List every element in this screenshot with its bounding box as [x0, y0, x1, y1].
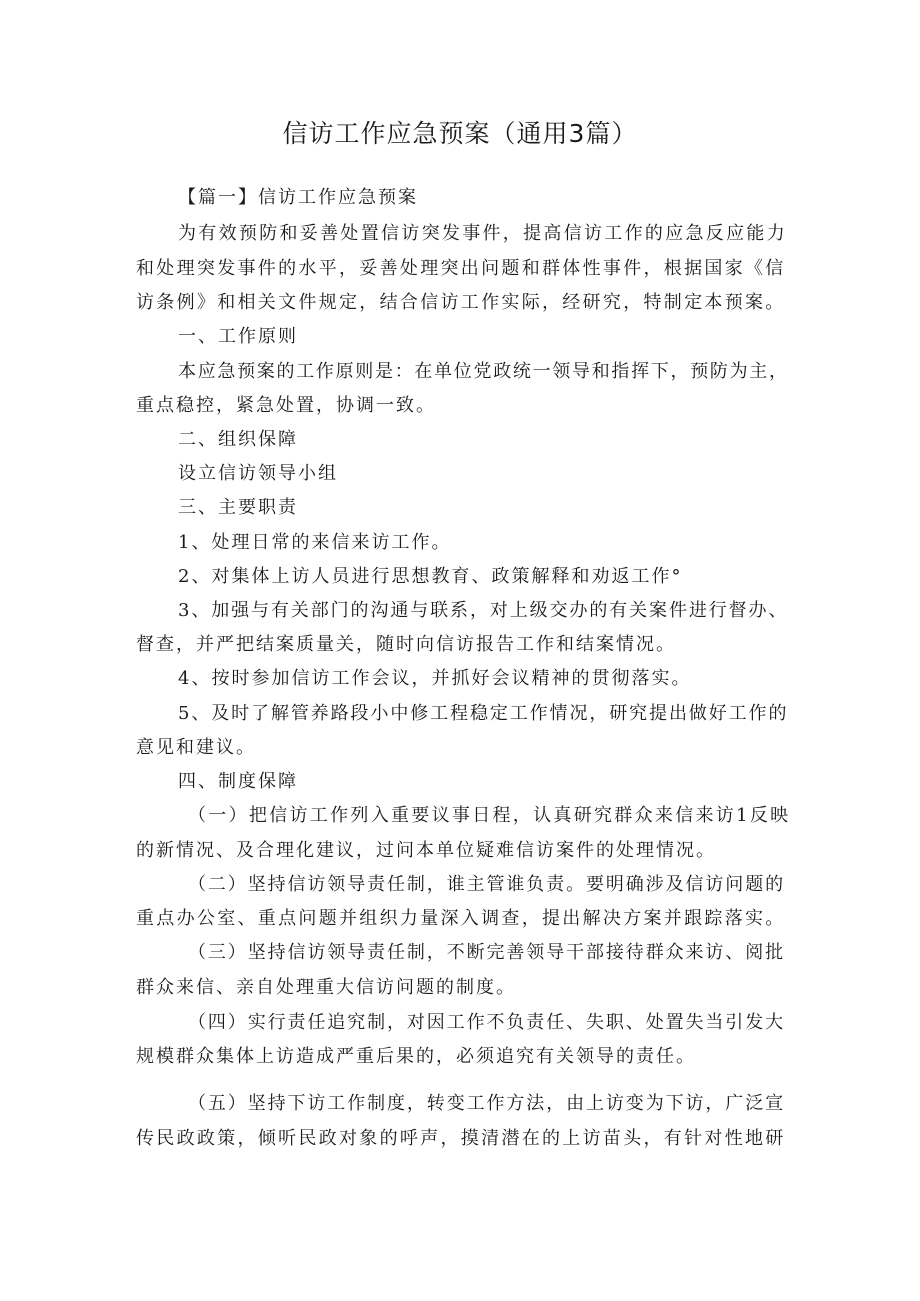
paragraph-line: 传民政政策，倾听民政对象的呼声，摸清潜在的上访苗头，有针对性地研 — [136, 1128, 786, 1149]
list-item: （五）坚持下访工作制度，转变工作方法，由上访变为下访，广泛宣 — [188, 1093, 785, 1114]
paragraph-line: 为有效预防和妥善处置信访突发事件，提高信访工作的应急反应能力 — [178, 223, 787, 244]
paragraph-line: 意见和建议。 — [136, 737, 256, 758]
list-item: 5、及时了解管养路段小中修工程稳定工作情况，研究提出做好工作的 — [178, 703, 789, 724]
section-heading-duties: 三、主要职责 — [178, 497, 298, 518]
paragraph-line: 和处理突发事件的水平，妥善处理突出问题和群体性事件，根据国家《信 — [136, 258, 786, 279]
list-item: 2、对集体上访人员进行思想教育、政策解释和劝返工作° — [178, 566, 683, 587]
list-item: （三）坚持信访领导责任制，不断完善领导干部接待群众来访、阅批 — [188, 942, 785, 963]
paragraph-line: 规模群众集体上访造成严重后果的，必须追究有关领导的责任。 — [136, 1046, 696, 1067]
section-heading-system: 四、制度保障 — [178, 771, 298, 792]
paragraph-line: 重点稳控，紧急处置，协调一致。 — [136, 395, 436, 416]
paragraph-line: 访条例》和相关文件规定，结合信访工作实际，经研究，特制定本预案。 — [136, 292, 786, 313]
paragraph-line: 督查，并严把结案质量关，随时向信访报告工作和结案情况。 — [136, 634, 676, 655]
list-item: 3、加强与有关部门的沟通与联系，对上级交办的有关案件进行督办、 — [178, 600, 789, 621]
list-item: 1、处理日常的来信来访工作。 — [178, 532, 452, 553]
paragraph-line: 设立信访领导小组 — [178, 463, 338, 484]
paragraph-line: 重点办公室、重点问题并组织力量深入调查，提出解决方案并跟踪落实。 — [136, 908, 786, 929]
section-heading-organization: 二、组织保障 — [178, 429, 298, 450]
document-title: 信访工作应急预案（通用3篇） — [282, 119, 638, 148]
list-item: 4、按时参加信访工作会议，并抓好会议精神的贯彻落实。 — [178, 668, 692, 689]
section-heading-principles: 一、工作原则 — [178, 326, 298, 347]
list-item: （二）坚持信访领导责任制，谁主管谁负责。要明确涉及信访问题的 — [188, 874, 785, 895]
paragraph-line: 的新情况、及合理化建议，过问本单位疑难信访案件的处理情况。 — [136, 840, 716, 861]
section-heading-part-one: 【篇一】信访工作应急预案 — [178, 187, 418, 208]
paragraph-line: 本应急预案的工作原则是：在单位党政统一领导和指挥下，预防为主， — [178, 361, 789, 382]
list-item: （四）实行责任追究制，对因工作不负责任、失职、处置失当引发大 — [188, 1012, 785, 1033]
paragraph-line: 群众来信、亲自处理重大信访问题的制度。 — [136, 977, 516, 998]
list-item: （一）把信访工作列入重要议事日程，认真研究群众来信来访1反映 — [188, 805, 791, 826]
